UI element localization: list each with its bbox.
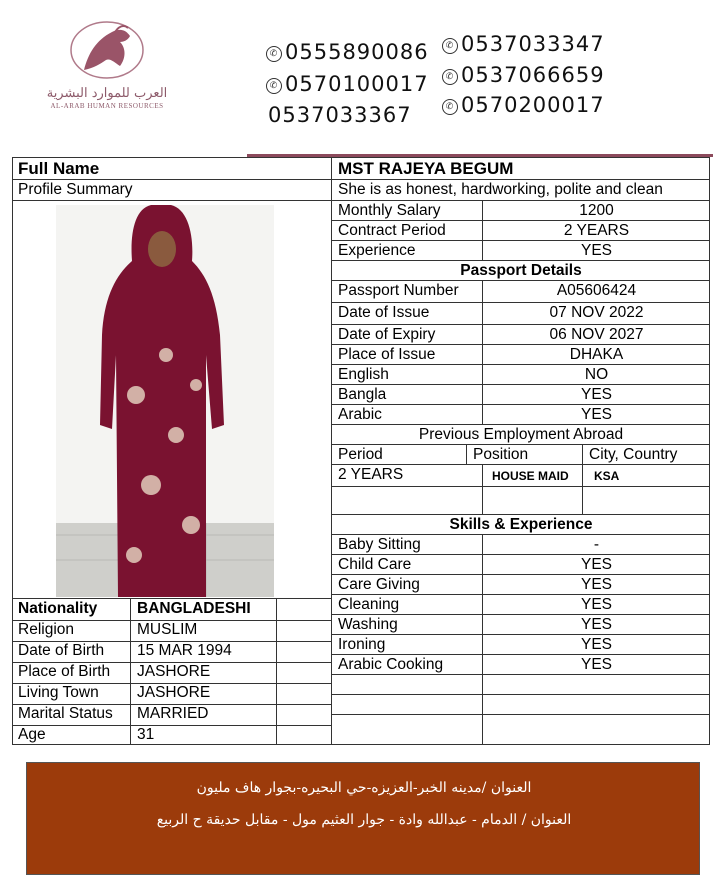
- language-bangla-value: YES: [580, 386, 612, 403]
- date-of-expiry-value: 06 NOV 2027: [549, 326, 644, 343]
- skill-label: Care Giving: [338, 576, 420, 593]
- biodata-table: [12, 157, 710, 745]
- employment-position-value: HOUSE MAID: [492, 469, 569, 483]
- personal-value: BANGLADESHI: [137, 600, 251, 617]
- personal-value: MUSLIM: [137, 621, 198, 638]
- skill-label: Cleaning: [338, 596, 400, 613]
- skill-value: YES: [580, 596, 612, 613]
- contract-period-label: Contract Period: [338, 222, 446, 239]
- address-line-2: العنوان / الدمام - عبدالله وادة - جوار العثيم مول - مقابل حديقة ح الربيع: [156, 812, 572, 828]
- passport-number-label: Passport Number: [338, 282, 459, 299]
- phone-icon: ✆: [442, 99, 458, 115]
- personal-label: Nationality: [18, 600, 98, 617]
- personal-label: Place of Birth: [18, 663, 111, 680]
- date-of-issue-value: 07 NOV 2022: [549, 304, 644, 321]
- personal-value: 31: [137, 726, 155, 743]
- phone-number[interactable]: ✆ 0570200017: [442, 93, 605, 117]
- employment-period-header: Period: [338, 446, 383, 463]
- skill-value: YES: [580, 576, 612, 593]
- previous-employment-heading: Previous Employment Abroad: [418, 426, 624, 443]
- skill-label: Child Care: [338, 556, 412, 573]
- language-bangla-label: Bangla: [338, 386, 387, 403]
- skill-value: YES: [580, 656, 612, 673]
- phone-number[interactable]: ✆ 0555890086: [266, 40, 429, 64]
- skill-value: YES: [580, 636, 612, 653]
- personal-label: Religion: [18, 621, 75, 638]
- place-of-issue-value: DHAKA: [569, 346, 624, 363]
- date-of-issue-label: Date of Issue: [338, 304, 430, 321]
- profile-summary-label: Profile Summary: [18, 181, 133, 198]
- full-name-label: Full Name: [18, 159, 100, 178]
- skill-value: -: [593, 536, 600, 553]
- language-arabic-label: Arabic: [338, 406, 382, 423]
- header: [0, 0, 713, 158]
- personal-value: JASHORE: [137, 663, 211, 680]
- language-english-label: English: [338, 366, 389, 383]
- skill-label: Washing: [338, 616, 398, 633]
- skill-label: Baby Sitting: [338, 536, 421, 553]
- personal-label: Date of Birth: [18, 642, 105, 659]
- logo-arabic-text: العرب للموارد البشرية: [46, 86, 168, 101]
- skills-heading: Skills & Experience: [449, 516, 593, 533]
- candidate-photo: [56, 205, 274, 597]
- personal-label: Living Town: [18, 684, 99, 701]
- profile-summary-value: She is as honest, hardworking, polite and clean: [338, 181, 663, 198]
- address-line-1: العنوان /مدينه الخبر-العزيزه-حي البحيره-بجوار هاف مليون: [196, 780, 532, 796]
- passport-details-heading: Passport Details: [460, 262, 582, 279]
- phone-icon: ✆: [442, 69, 458, 85]
- contract-period-value: 2 YEARS: [563, 222, 630, 239]
- phone-icon: ✆: [266, 46, 282, 62]
- experience-label: Experience: [338, 242, 416, 259]
- skill-value: YES: [580, 556, 612, 573]
- skill-value: YES: [580, 616, 612, 633]
- phone-number[interactable]: 0537033367: [268, 103, 412, 127]
- passport-number-value: A05606424: [556, 282, 637, 299]
- employment-location-value: KSA: [594, 469, 620, 483]
- place-of-issue-label: Place of Issue: [338, 346, 436, 363]
- skill-label: Ironing: [338, 636, 386, 653]
- monthly-salary-value: 1200: [579, 202, 614, 219]
- phone-icon: ✆: [266, 78, 282, 94]
- monthly-salary-label: Monthly Salary: [338, 202, 441, 219]
- experience-value: YES: [580, 242, 612, 259]
- skill-label: Arabic Cooking: [338, 656, 444, 673]
- employment-location-header: City, Country: [589, 446, 678, 463]
- employment-position-header: Position: [473, 446, 529, 463]
- personal-label: Age: [18, 726, 46, 743]
- language-english-value: NO: [584, 366, 609, 383]
- personal-value: JASHORE: [137, 684, 211, 701]
- full-name-value: MST RAJEYA BEGUM: [338, 159, 514, 178]
- phone-number[interactable]: ✆ 0537033347: [442, 32, 605, 56]
- address-footer: [26, 762, 700, 875]
- employment-period-value: 2 YEARS: [338, 466, 404, 483]
- phone-icon: ✆: [442, 38, 458, 54]
- phone-number[interactable]: ✆ 0537066659: [442, 63, 605, 87]
- personal-value: MARRIED: [137, 705, 209, 722]
- personal-label: Marital Status: [18, 705, 113, 722]
- language-arabic-value: YES: [580, 406, 612, 423]
- date-of-expiry-label: Date of Expiry: [338, 326, 436, 343]
- phone-number[interactable]: ✆ 0570100017: [266, 72, 429, 96]
- logo-english-text: AL-ARAB HUMAN RESOURCES: [50, 102, 164, 110]
- personal-value: 15 MAR 1994: [137, 642, 232, 659]
